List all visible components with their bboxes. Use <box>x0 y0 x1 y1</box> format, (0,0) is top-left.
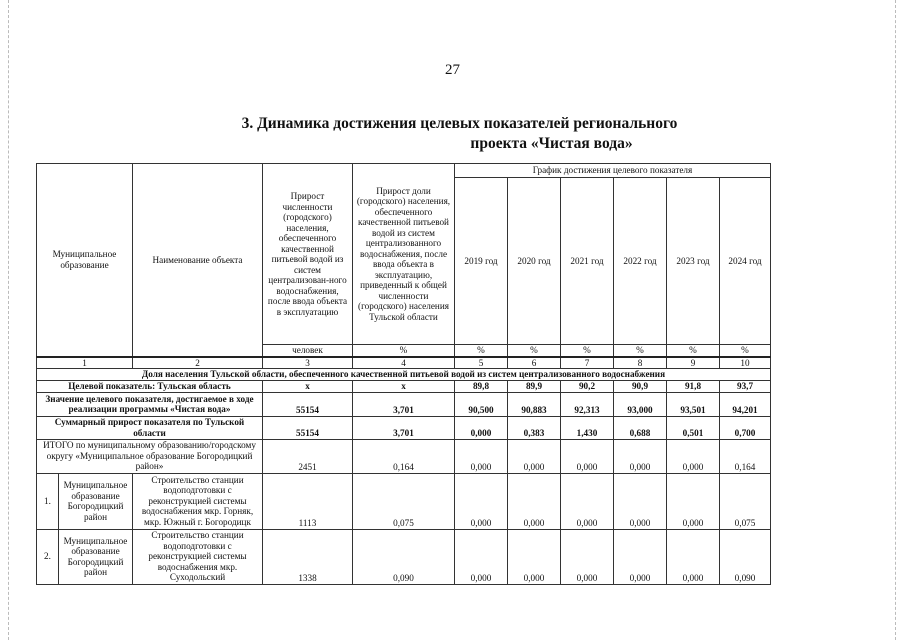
header-year: 2023 год <box>667 178 720 345</box>
total-c4: 0,164 <box>353 439 455 473</box>
total-year-value: 0,000 <box>667 439 720 473</box>
sum-year-value: 0,700 <box>720 416 771 439</box>
total-year-value: 0,000 <box>561 439 614 473</box>
value-year-value: 94,201 <box>720 392 771 416</box>
target-year-value: 90,9 <box>614 381 667 393</box>
unit-cell: человек <box>263 345 353 357</box>
unit-cell: % <box>720 345 771 357</box>
column-numbers-row <box>37 357 771 369</box>
target-year-value: 91,8 <box>667 381 720 393</box>
row-year-value: 0,000 <box>561 473 614 529</box>
value-year-value: 90,500 <box>455 392 508 416</box>
row-number: 1. <box>37 473 59 529</box>
section-row <box>37 369 771 381</box>
header-year: 2021 год <box>561 178 614 345</box>
page-number: 27 <box>445 62 460 78</box>
target-label: Целевой показатель: Тульская область <box>37 381 263 393</box>
row-year-value: 0,000 <box>667 473 720 529</box>
row-year-value: 0,000 <box>614 473 667 529</box>
target-c4: х <box>353 381 455 393</box>
column-number: 3 <box>263 357 353 369</box>
row-year-value: 0,000 <box>508 473 561 529</box>
sum-year-value: 0,501 <box>667 416 720 439</box>
target-year-value: 89,8 <box>455 381 508 393</box>
total-year-value: 0,164 <box>720 439 771 473</box>
sum-year-value: 0,000 <box>455 416 508 439</box>
total-row <box>37 439 771 473</box>
row-c4: 0,090 <box>353 529 455 584</box>
column-number: 10 <box>720 357 771 369</box>
page-edge-left <box>8 0 9 640</box>
sum-year-value: 0,688 <box>614 416 667 439</box>
target-year-value: 89,9 <box>508 381 561 393</box>
sum-year-value: 0,383 <box>508 416 561 439</box>
value-label: Значение целевого показателя, достигаемое в ходе реализации программы «Чистая вода» <box>37 392 263 416</box>
unit-cell: % <box>614 345 667 357</box>
header-municipality: Муниципальное образование <box>37 164 133 357</box>
row-municipality: Муниципальное образование Богородицкий район <box>59 529 133 584</box>
header-share-increase: Прирост доли (городского) населения, обеспеченного качественной питьевой водой из систем централизованного водоснабжения, после ввода объекта в эксплуатацию, приведенный к общей численности (городского) населения Тульской области <box>353 164 455 345</box>
unit-cell: % <box>455 345 508 357</box>
row-year-value: 0,000 <box>614 529 667 584</box>
value-c3: 55154 <box>263 392 353 416</box>
header-year: 2022 год <box>614 178 667 345</box>
value-year-value: 92,313 <box>561 392 614 416</box>
header-year: 2019 год <box>455 178 508 345</box>
page-edge-right <box>895 0 896 640</box>
column-number: 5 <box>455 357 508 369</box>
value-year-value: 90,883 <box>508 392 561 416</box>
title-line-1: 3. Динамика достижения целевых показателей регионального <box>241 115 678 132</box>
sum-c4: 3,701 <box>353 416 455 439</box>
total-label: ИТОГО по муниципальному образованию/городскому округу «Муниципальное образование Богородицкий район» <box>37 439 263 473</box>
column-number: 2 <box>133 357 263 369</box>
target-year-value: 93,7 <box>720 381 771 393</box>
header-schedule: График достижения целевого показателя <box>455 164 771 178</box>
column-number: 6 <box>508 357 561 369</box>
indicators-table <box>36 163 771 585</box>
target-year-value: 90,2 <box>561 381 614 393</box>
row-year-value: 0,000 <box>455 473 508 529</box>
row-municipality: Муниципальное образование Богородицкий район <box>59 473 133 529</box>
row-c3: 1113 <box>263 473 353 529</box>
page-title <box>0 114 905 154</box>
total-c3: 2451 <box>263 439 353 473</box>
sum-c3: 55154 <box>263 416 353 439</box>
title-line-2: проекта «Чистая вода» <box>470 135 633 152</box>
row-number: 2. <box>37 529 59 584</box>
value-year-value: 93,000 <box>614 392 667 416</box>
value-year-value: 93,501 <box>667 392 720 416</box>
header-year: 2020 год <box>508 178 561 345</box>
row-object: Строительство станции водоподготовки с реконструкцией системы водоснабжения мкр. Горняк, мкр. Южный г. Богородицк <box>133 473 263 529</box>
row-year-value: 0,000 <box>561 529 614 584</box>
total-year-value: 0,000 <box>508 439 561 473</box>
unit-cell: % <box>508 345 561 357</box>
table-row <box>37 529 771 584</box>
column-number: 4 <box>353 357 455 369</box>
value-c4: 3,701 <box>353 392 455 416</box>
row-c4: 0,075 <box>353 473 455 529</box>
table-row <box>37 473 771 529</box>
sum-label: Суммарный прирост показателя по Тульской области <box>37 416 263 439</box>
row-c3: 1338 <box>263 529 353 584</box>
unit-cell: % <box>561 345 614 357</box>
target-c3: х <box>263 381 353 393</box>
header-row <box>37 164 771 178</box>
unit-cell: % <box>353 345 455 357</box>
column-number: 8 <box>614 357 667 369</box>
column-number: 9 <box>667 357 720 369</box>
row-object: Строительство станции водоподготовки с реконструкцией системы водоснабжения мкр. Суходольский <box>133 529 263 584</box>
total-year-value: 0,000 <box>614 439 667 473</box>
section-title: Доля населения Тульской области, обеспеченного качественной питьевой водой из систем централизованного водоснабжения <box>37 369 771 381</box>
row-year-value: 0,000 <box>667 529 720 584</box>
total-year-value: 0,000 <box>455 439 508 473</box>
column-number: 1 <box>37 357 133 369</box>
sum-row <box>37 416 771 439</box>
header-year: 2024 год <box>720 178 771 345</box>
row-year-value: 0,000 <box>508 529 561 584</box>
row-year-value: 0,075 <box>720 473 771 529</box>
row-year-value: 0,090 <box>720 529 771 584</box>
value-row <box>37 392 771 416</box>
header-object-name: Наименование объекта <box>133 164 263 357</box>
unit-cell: % <box>667 345 720 357</box>
column-number: 7 <box>561 357 614 369</box>
header-population-increase: Прирост численности (городского) населения, обеспеченного качественной питьевой водой из систем централизован-ного водоснабжения, после ввода объекта в эксплуатацию <box>263 164 353 345</box>
row-year-value: 0,000 <box>455 529 508 584</box>
sum-year-value: 1,430 <box>561 416 614 439</box>
target-row <box>37 381 771 393</box>
